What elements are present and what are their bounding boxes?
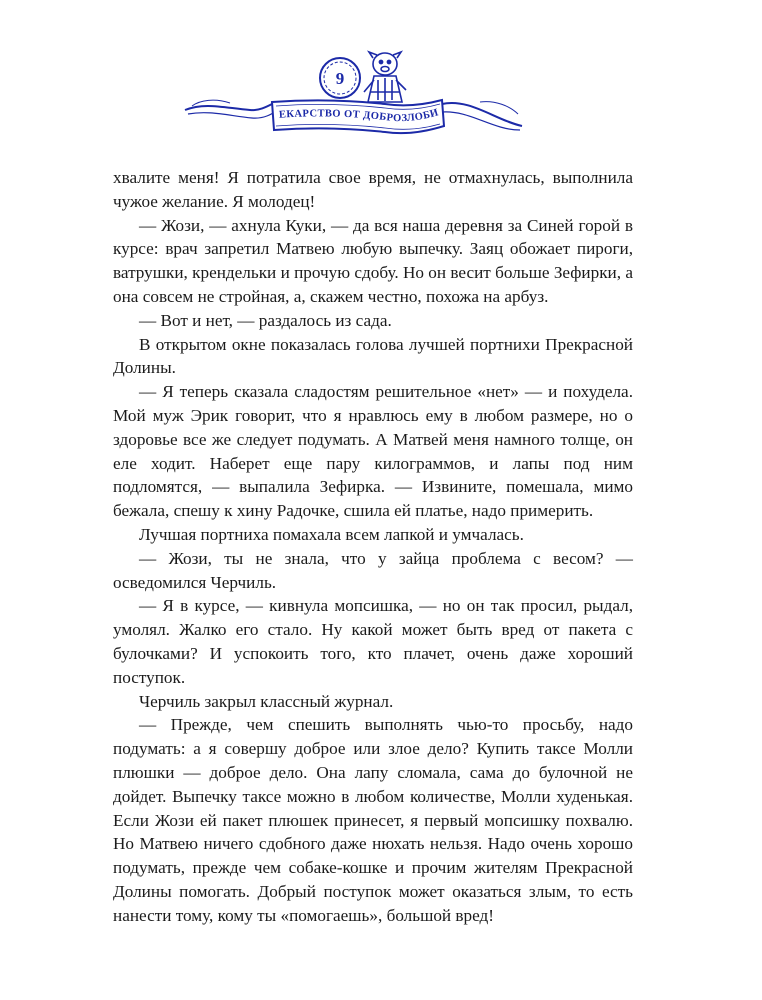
paragraph: — Я в курсе, — кивнула мопсишка, — но он так просил, рыдал, умолял. Жалко его стало. Ну какой может быть вред от пакета с булочками? И успокоить того, кто плачет, очень даже хороший поступок. bbox=[113, 596, 633, 687]
chapter-header bbox=[175, 32, 530, 150]
paragraph: — Я теперь сказала сладостям решительное «нет» — и похудела. Мой муж Эрик говорит, что я нравлюсь ему в любом размере, но о здоровье все же следует подумать. А Матвей меня намного толще, он еле ходит. Наберет еще пару килограммов, и лапы под ним подломятся, — выпалила Зефирка. — Извините, помешала, мимо бежала, спешу к хину Радочке, сшила ей платье, надо примерить. bbox=[113, 382, 633, 521]
chapter-number: 9 bbox=[335, 69, 345, 88]
chapter-ribbon-emblem bbox=[175, 32, 530, 150]
paragraph: — Жози, — ахнула Куки, — да вся наша деревня за Синей горой в курсе: врач запретил Матвею любую выпечку. Заяц обожает пироги, ватрушки, крендельки и прочую сдобу. Но он весит больше Зефирки, а она совсем не стройная, а, скажем честно, похожа на арбуз. bbox=[113, 215, 633, 306]
paragraph: — Жози, ты не знала, что у зайца проблема с весом? — осведомился Черчиль. bbox=[113, 548, 633, 592]
body-text bbox=[113, 166, 633, 928]
paragraph: — Прежде, чем спешить выполнять чью-то просьбу, надо подумать: а я совершу доброе или злое дело? Купить таксе Молли плюшки — доброе дело. Она лапу сломала, сама до булочной не дойдет. Выпечку таксе можно в любом количестве, Молли худенькая. Если Жози ей пакет плюшек принесет, я первый мопсишку похвалю. Но Матвею ничего сдобного даже нюхать нельзя. Надо очень хорошо подумать, прежде чем собаке-кошке и прочим жителям Прекрасной Долины помогать. Добрый поступок может оказаться злым, то есть нанести тому, кому ты «помогаешь», большой вред! bbox=[113, 715, 633, 925]
paragraph: хвалите меня! Я потратила свое время, не отмахнулась, выполнила чужое желание. Я молодец! bbox=[113, 168, 633, 211]
paragraph: В открытом окне показалась голова лучшей портнихи Прекрасной Долины. bbox=[113, 334, 633, 378]
pug-in-dress-icon bbox=[364, 52, 406, 102]
chapter-title: ЛЕКАРСТВО ОТ ДОБРОЗЛОБИЯ bbox=[175, 32, 440, 125]
paragraph: — Вот и нет, — раздалось из сада. bbox=[139, 310, 392, 330]
paragraph: Лучшая портниха помахала всем лапкой и умчалась. bbox=[139, 524, 524, 544]
paragraph: Черчиль закрыл классный журнал. bbox=[139, 691, 394, 711]
